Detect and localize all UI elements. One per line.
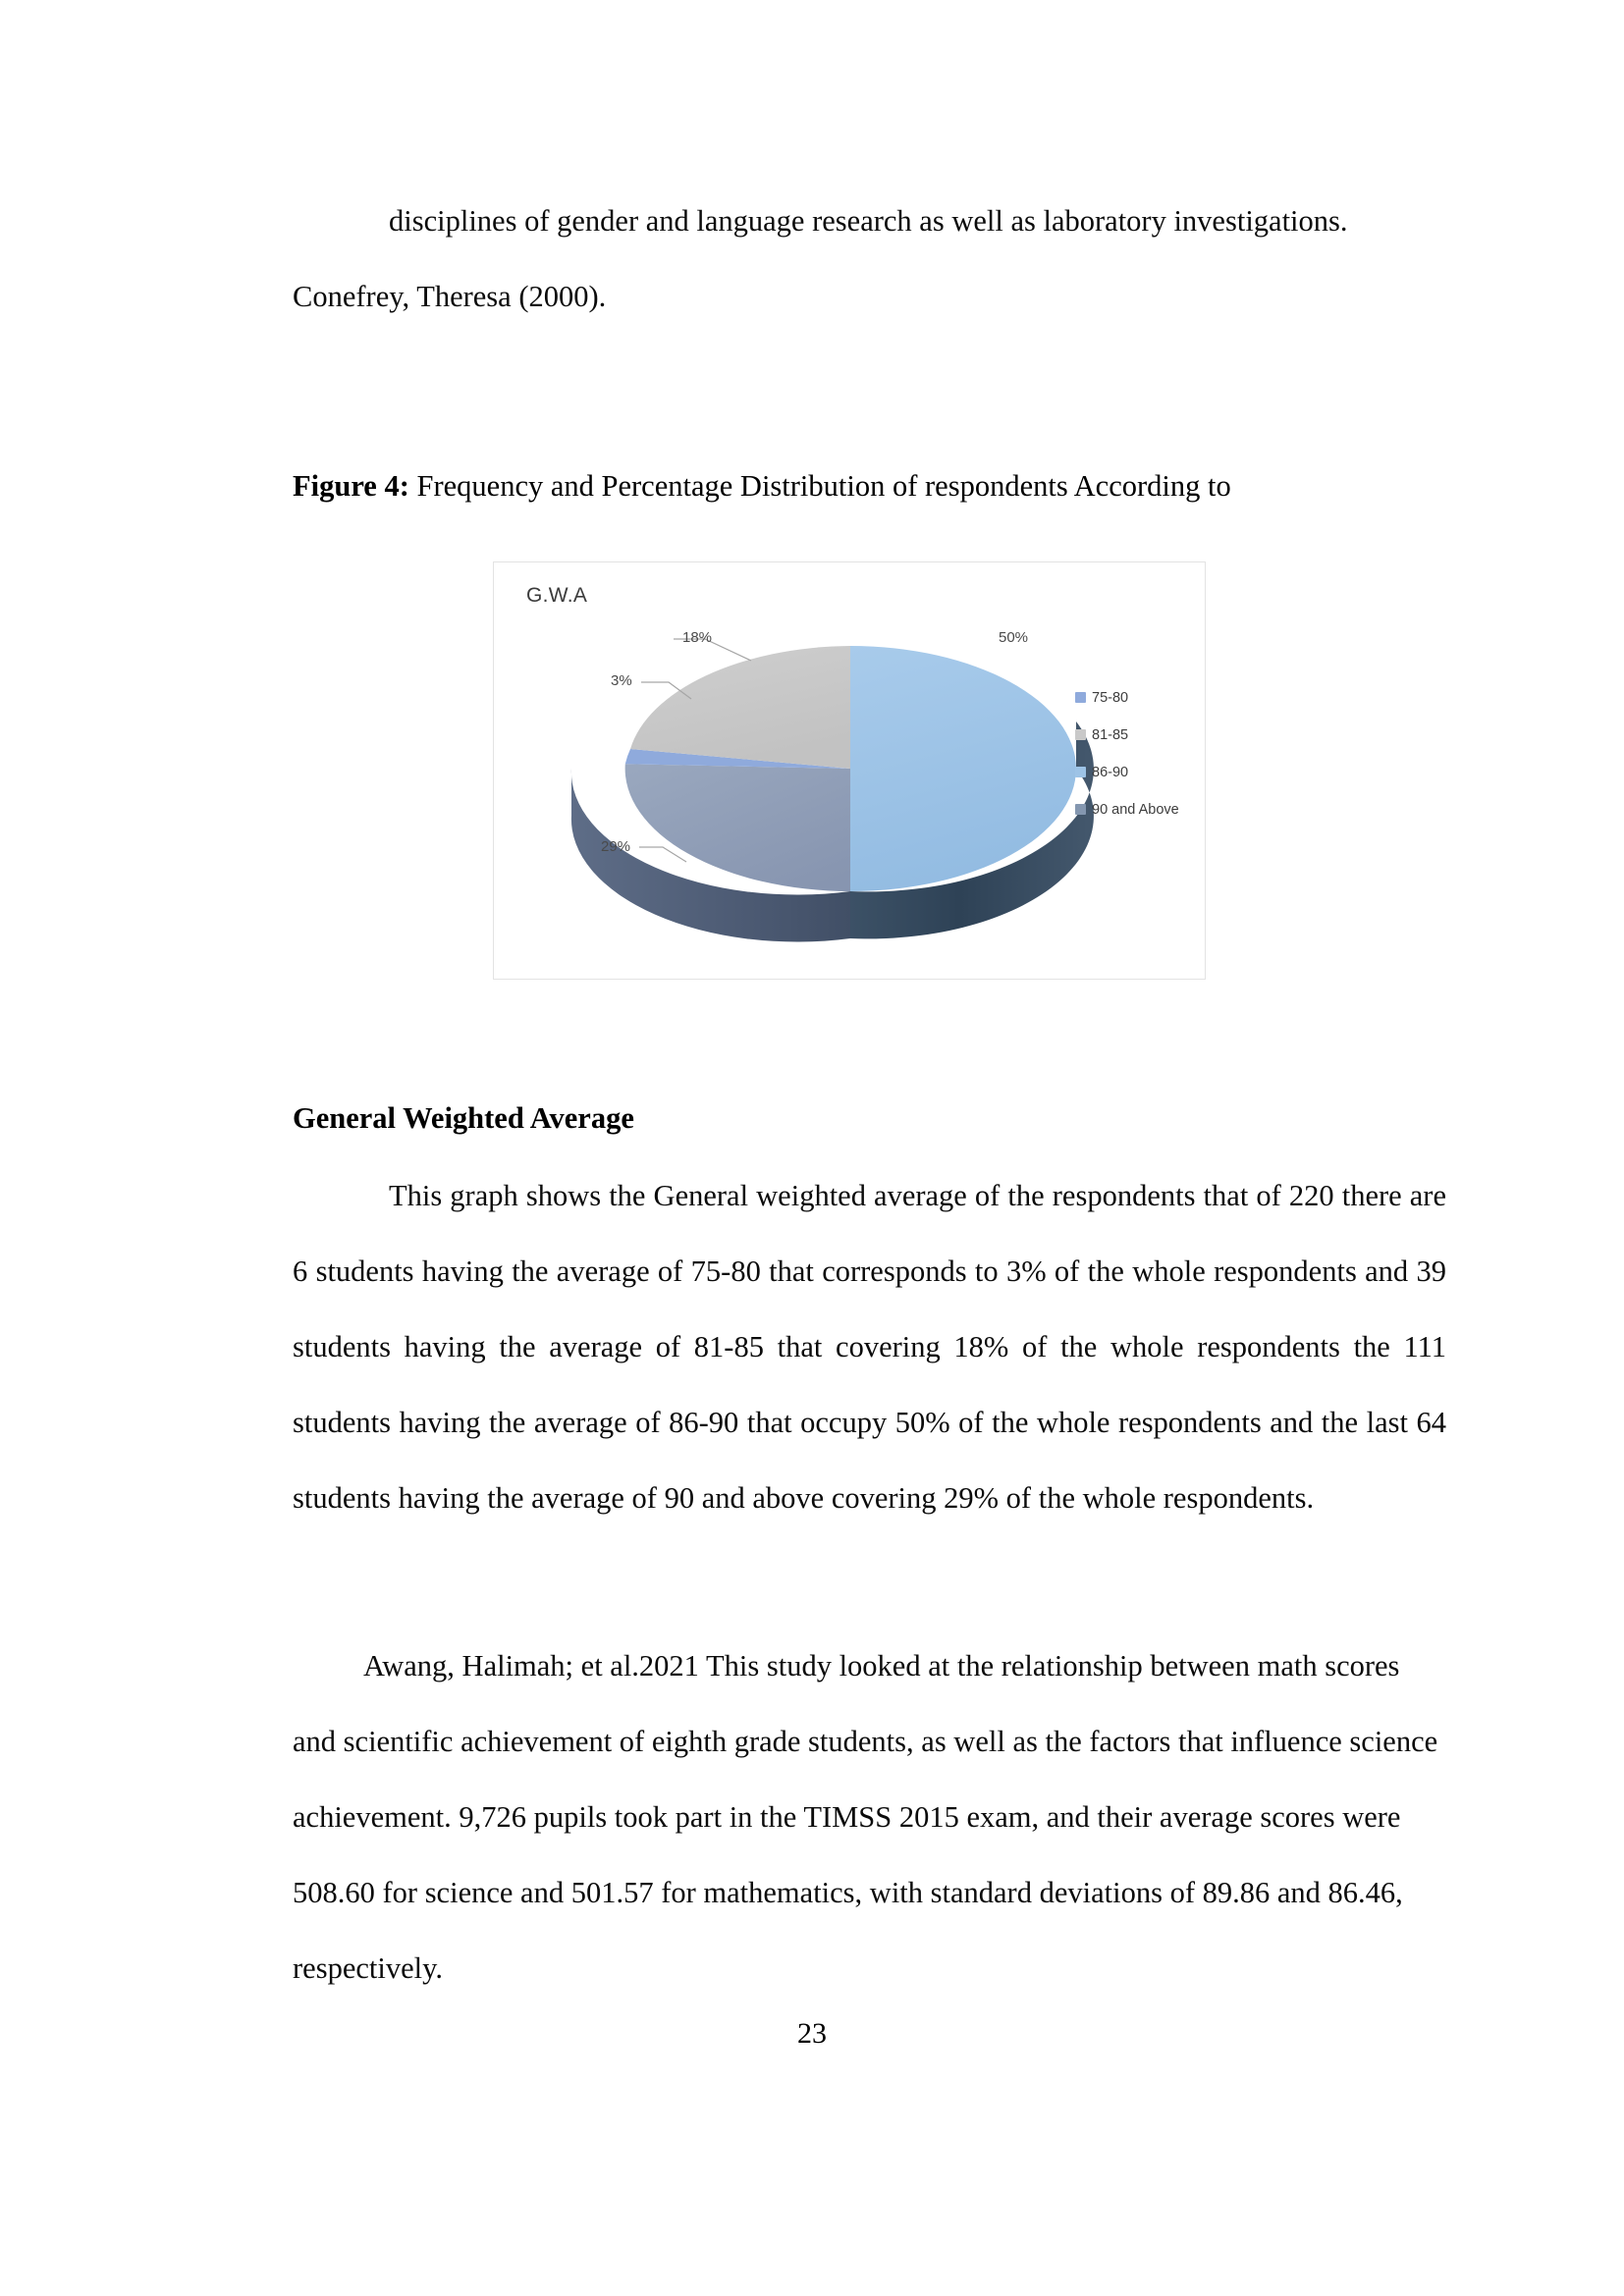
paragraph-awang-block (293, 1629, 1446, 2006)
paragraph-continuation-block (293, 184, 1446, 335)
legend-item-90-above (1075, 801, 1191, 820)
paragraph-awang-text: Awang, Halimah; et al.2021 This study looked at the relationship between math scores and scientific achievement of eighth grade students, as well as the factors that influence science achievement. 9,726 pupils took part in the TIMSS 2015 exam, and their average scores were 508.60 for science and 501.57 for mathematics, with standard deviations of 89.86 and 86.46, respectively. (293, 1649, 1438, 1985)
legend-item-86-90 (1075, 764, 1191, 782)
figure-caption-text: Frequency and Percentage Distribution of respondents According to (408, 469, 1231, 503)
section-heading-general-weighted-average: General Weighted Average (293, 1101, 634, 1135)
legend-label-75-80: 75-80 (1092, 690, 1129, 706)
chart-legend (1075, 689, 1191, 838)
legend-label-90-above: 90 and Above (1092, 802, 1179, 818)
paragraph-gwa-text: This graph shows the General weighted average of the respondents that of 220 there are 6 students having the average of 75-80 that corresponds to 3% of the whole respondents and 39 students having the average of 81-85 that covering 18% of the whole respondents the 111 students having the average of 86-90 that occupy 50% of the whole respondents and the last 64 students having the average of 90 and above covering 29% of the whole respondents. (293, 1179, 1446, 1515)
paragraph-gwa (293, 1158, 1446, 1536)
legend-swatch-icon-81-85 (1075, 729, 1086, 740)
data-label-90-above: 29% (601, 838, 631, 855)
paragraph-gwa-block (293, 1158, 1446, 1536)
legend-swatch-icon-86-90 (1075, 767, 1086, 777)
figure-caption (293, 461, 1471, 510)
page-number: 23 (797, 2017, 827, 2050)
chart-title: G.W.A (526, 584, 588, 607)
legend-item-75-80 (1075, 689, 1191, 708)
legend-swatch-icon-75-80 (1075, 692, 1086, 703)
legend-label-86-90: 86-90 (1092, 765, 1129, 780)
paragraph-continuation (293, 184, 1446, 259)
figure-caption-label: Figure 4: (293, 469, 409, 503)
gwa-pie-chart-figure (493, 561, 1206, 980)
citation-line: Conefrey, Theresa (2000). (293, 280, 607, 313)
paragraph-continuation-text: disciplines of gender and language research as well as laboratory investigations. (389, 204, 1348, 238)
data-label-81-85: 18% (682, 629, 713, 646)
data-label-75-80: 3% (611, 672, 632, 689)
pie-slice-81-85 (630, 646, 850, 769)
legend-item-81-85 (1075, 726, 1191, 745)
legend-swatch-icon-90-above (1075, 804, 1086, 815)
paragraph-awang (293, 1629, 1446, 2006)
data-label-86-90: 50% (999, 629, 1029, 646)
leader-line-90-above (639, 847, 686, 862)
legend-label-81-85: 81-85 (1092, 727, 1129, 743)
